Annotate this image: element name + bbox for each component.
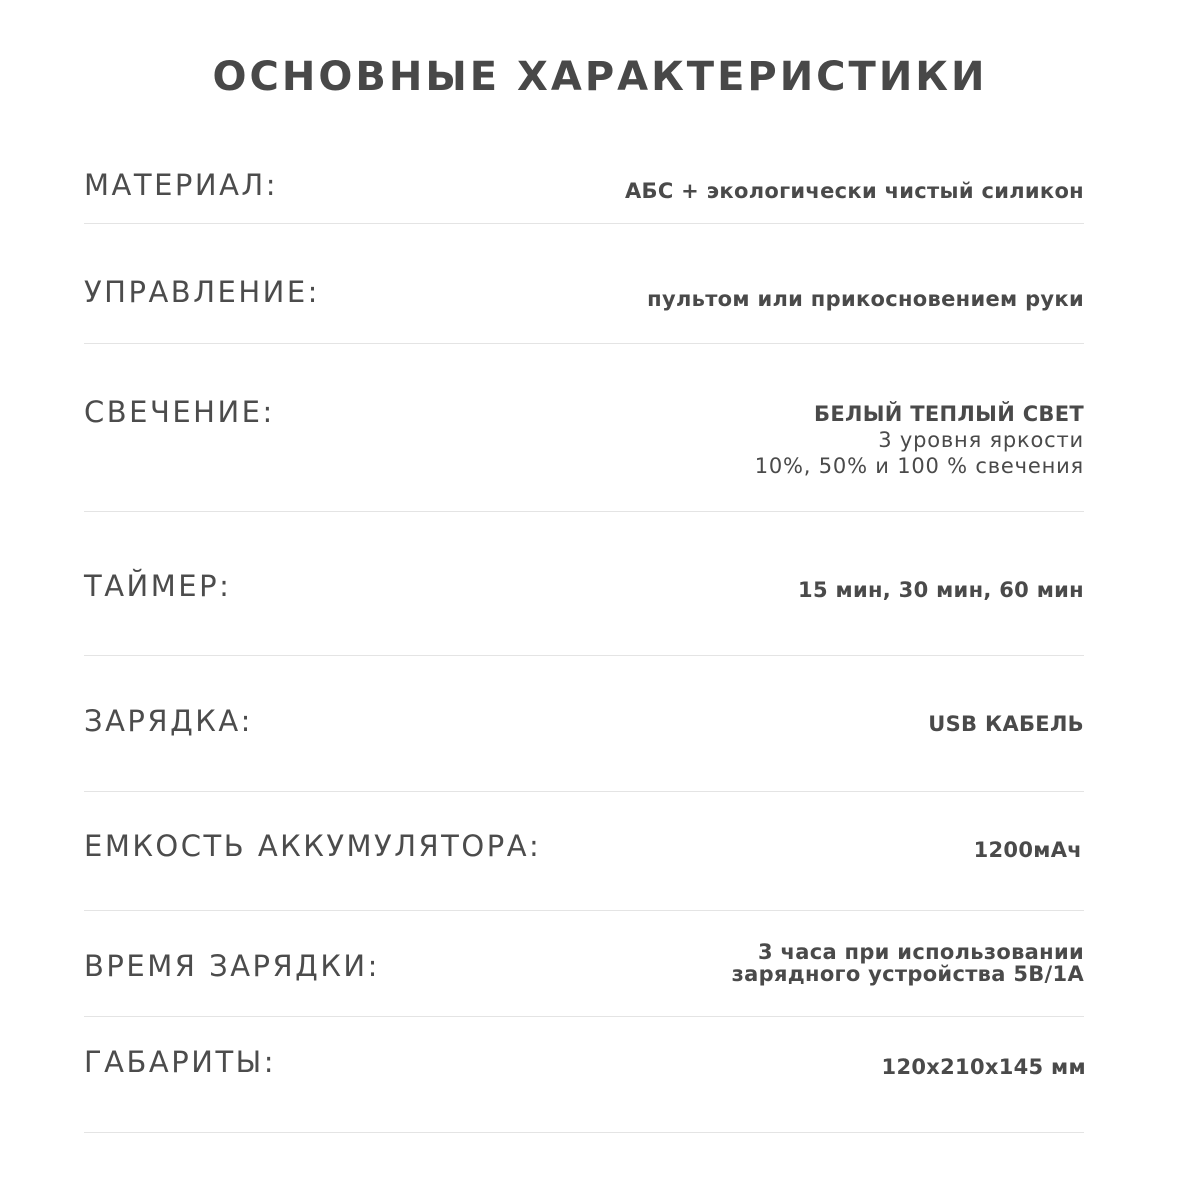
spec-value bbox=[928, 711, 1084, 737]
spec-value bbox=[647, 286, 1084, 312]
spec-row-charging-time bbox=[84, 940, 1084, 999]
spec-value bbox=[882, 1054, 1086, 1080]
spec-row-battery bbox=[84, 829, 1084, 869]
divider bbox=[84, 511, 1084, 512]
spec-row-charging bbox=[84, 704, 1084, 744]
spec-value-line: 1200мАч bbox=[973, 838, 1082, 862]
divider bbox=[84, 1132, 1084, 1133]
spec-label: СВЕЧЕНИЕ: bbox=[84, 395, 275, 429]
spec-label: ТАЙМЕР: bbox=[84, 569, 232, 603]
spec-row-timer bbox=[84, 569, 1084, 609]
spec-value-line: 3 уровня яркости bbox=[878, 428, 1084, 452]
divider bbox=[84, 343, 1084, 344]
spec-value-line: АБС + экологически чистый силикон bbox=[624, 179, 1084, 203]
spec-value-line: 10%, 50% и 100 % свечения bbox=[754, 454, 1084, 478]
divider bbox=[84, 655, 1084, 656]
spec-row-control bbox=[84, 275, 1084, 315]
spec-value-line: 120x210x145 мм bbox=[881, 1055, 1086, 1079]
spec-value-line: БЕЛЫЙ ТЕПЛЫЙ СВЕТ bbox=[814, 402, 1084, 426]
spec-label: ЕМКОСТЬ АККУМУЛЯТОРА: bbox=[84, 829, 542, 863]
spec-value-line: 3 часа при использовании bbox=[758, 940, 1084, 964]
spec-value bbox=[974, 837, 1082, 863]
spec-value-line: пультом или прикосновением руки bbox=[647, 287, 1084, 311]
spec-label: ГАБАРИТЫ: bbox=[84, 1045, 277, 1079]
spec-value bbox=[755, 401, 1084, 479]
spec-value-line: зарядного устройства 5В/1А bbox=[731, 962, 1084, 986]
divider bbox=[84, 910, 1084, 911]
spec-row-dimensions bbox=[84, 1045, 1084, 1085]
spec-value bbox=[625, 178, 1084, 204]
spec-value-line: USB КАБЕЛЬ bbox=[928, 712, 1084, 736]
spec-label: УПРАВЛЕНИЕ: bbox=[84, 275, 320, 309]
spec-row-material bbox=[84, 168, 1084, 208]
spec-value bbox=[732, 941, 1084, 985]
spec-label: ЗАРЯДКА: bbox=[84, 704, 253, 738]
spec-value-line: 15 мин, 30 мин, 60 мин bbox=[798, 578, 1084, 602]
spec-row-glow bbox=[84, 395, 1084, 485]
spec-label: ВРЕМЯ ЗАРЯДКИ: bbox=[84, 949, 380, 983]
divider bbox=[84, 1016, 1084, 1017]
divider bbox=[84, 223, 1084, 224]
spec-label: МАТЕРИАЛ: bbox=[84, 168, 278, 202]
divider bbox=[84, 791, 1084, 792]
spec-value bbox=[798, 577, 1084, 603]
page-title: ОСНОВНЫЕ ХАРАКТЕРИСТИКИ bbox=[212, 54, 988, 100]
